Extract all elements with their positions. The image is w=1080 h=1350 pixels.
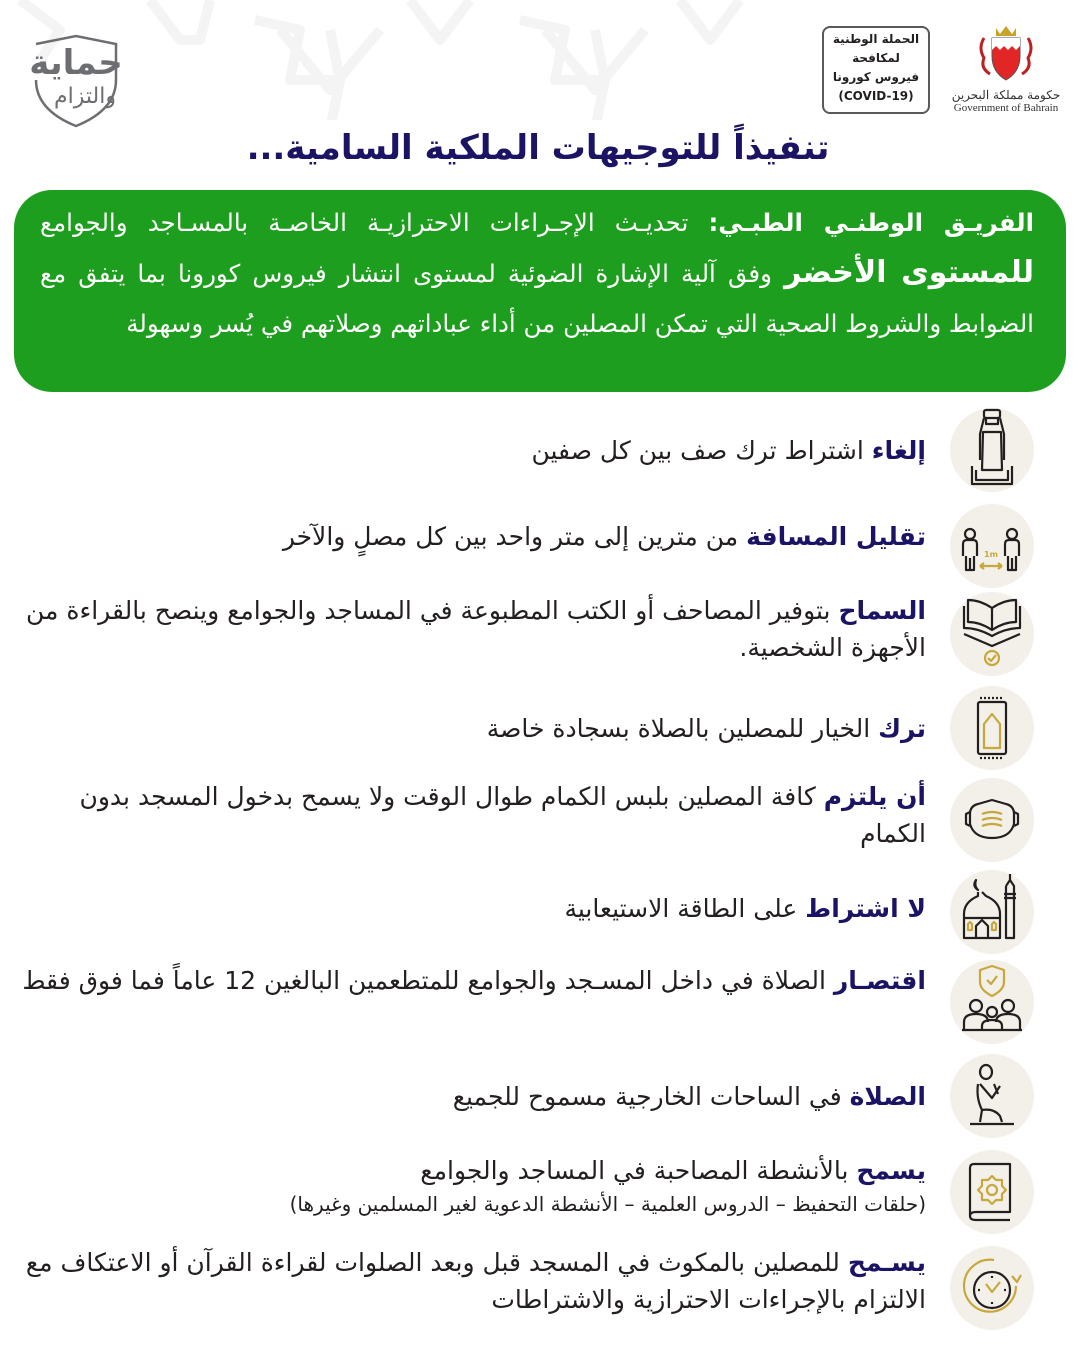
item-keyword: اقتصـار	[833, 966, 926, 995]
item-description: بالأنشطة المصاحبة في المساجد والجوامع	[420, 1156, 849, 1185]
item-text	[20, 432, 926, 469]
list-item	[20, 776, 1066, 864]
shield-people-icon	[950, 960, 1034, 1044]
item-description: للمصلين بالمكوث في المسجد قبل وبعد الصلوات لقراءة القرآن أو الاعتكاف مع الالتزام بالإجراءات الاحترازية والاشتراطات	[25, 1248, 926, 1314]
item-text	[20, 1078, 926, 1115]
quran-book-check-icon	[950, 592, 1034, 676]
page-title-text: تنفيذاً للتوجيهات الملكية السامية...	[246, 128, 830, 168]
item-text	[20, 592, 926, 666]
worshipper-on-mat-icon	[950, 408, 1034, 492]
government-of-bahrain-logo	[946, 24, 1066, 118]
item-description: الصلاة في داخل المسـجد والجوامع للمتطعمين البالغين 12 عاماً فما فوق فقط	[22, 966, 826, 995]
item-text	[20, 962, 926, 999]
mosque-icon	[950, 870, 1034, 954]
protection-commitment-logo	[22, 30, 130, 130]
intro-highlight: للمستوى الأخضر	[784, 255, 1034, 290]
item-description: اشتراط ترك صف بين كل صفين	[531, 436, 864, 465]
item-keyword: ترك	[878, 714, 926, 743]
intro-lead: الفريـق الوطنـي الطبـي:	[708, 208, 1035, 237]
logo-line-2: والتزام	[54, 84, 116, 109]
government-english-name: Government of Bahrain	[953, 102, 1059, 114]
item-text	[20, 1244, 926, 1318]
list-item	[20, 406, 1066, 498]
logo-line-1: حماية	[29, 43, 123, 83]
header	[0, 0, 1080, 120]
item-subtext: (حلقات التحفيظ – الدروس العلمية – الأنشطة الدعوية لغير المسلمين وغيرها)	[289, 1192, 926, 1216]
page-title	[0, 128, 1080, 168]
list-item	[20, 1240, 1066, 1340]
item-text	[20, 1152, 926, 1219]
list-item	[20, 956, 1066, 1046]
item-text	[20, 518, 926, 555]
item-text	[20, 778, 926, 852]
covid-campaign-badge	[822, 26, 930, 114]
distance-label: 1m	[984, 550, 998, 559]
list-item	[20, 1148, 1066, 1238]
face-mask-icon	[950, 778, 1034, 862]
list-item	[20, 504, 1066, 586]
item-description: في الساحات الخارجية مسموح للجميع	[452, 1082, 842, 1111]
intro-text-1: تحديـث الإجـراءات الاحترازيـة الخاصـة بالمسـاجد والجوامع	[40, 208, 689, 237]
item-description: بتوفير المصاحف أو الكتب المطبوعة في المساجد والجوامع وينصح بالقراءة من الأجهزة الشخصية.	[26, 596, 926, 662]
item-keyword: تقليل المسافة	[746, 522, 926, 551]
government-arabic-name: حكومة مملكة البحرين	[951, 88, 1061, 102]
book-star-icon	[950, 1150, 1034, 1234]
item-text	[20, 890, 926, 927]
intro-announcement	[14, 190, 1066, 392]
item-description: على الطاقة الاستيعابية	[564, 894, 798, 923]
item-keyword: السماح	[838, 596, 926, 625]
item-keyword: الصلاة	[849, 1082, 926, 1111]
coat-of-arms-icon	[976, 24, 1036, 82]
item-keyword: يسـمح	[847, 1248, 926, 1277]
item-description: كافة المصلين بلبس الكمام طوال الوقت ولا يسمح بدخول المسجد بدون الكمام	[79, 782, 926, 848]
list-item	[20, 1052, 1066, 1140]
list-item	[20, 588, 1066, 680]
item-description: الخيار للمصلين بالصلاة بسجادة خاصة	[486, 714, 871, 743]
campaign-line-1: الحملة الوطنية	[832, 32, 920, 46]
distance-1m-icon	[950, 504, 1034, 588]
campaign-line-4: (COVID-19)	[838, 89, 914, 103]
campaign-line-2: لمكافحة	[852, 51, 900, 65]
intro-text-2: وفق آلية الإشارة الضوئية لمستوى انتشار فيروس كورونا بما يتفق مع الضوابط والشروط الصحية التي تمكن المصلين من أداء عباداتهم وصلاتهم في يُسر وسهولة	[40, 259, 1034, 338]
item-keyword: إلغاء	[871, 436, 926, 465]
praying-person-icon	[950, 1054, 1034, 1138]
item-keyword: يسمح	[856, 1156, 926, 1185]
item-text	[20, 710, 926, 747]
campaign-line-3: فيروس كورونا	[832, 70, 920, 84]
item-keyword: أن يلتزم	[823, 782, 926, 811]
item-keyword: لا اشتراط	[805, 894, 926, 923]
clock-cycle-icon	[950, 1246, 1034, 1330]
list-item	[20, 868, 1066, 954]
prayer-rug-icon	[950, 686, 1034, 770]
item-description: من مترين إلى متر واحد بين كل مصلٍ والآخر	[282, 522, 739, 551]
list-item	[20, 684, 1066, 772]
